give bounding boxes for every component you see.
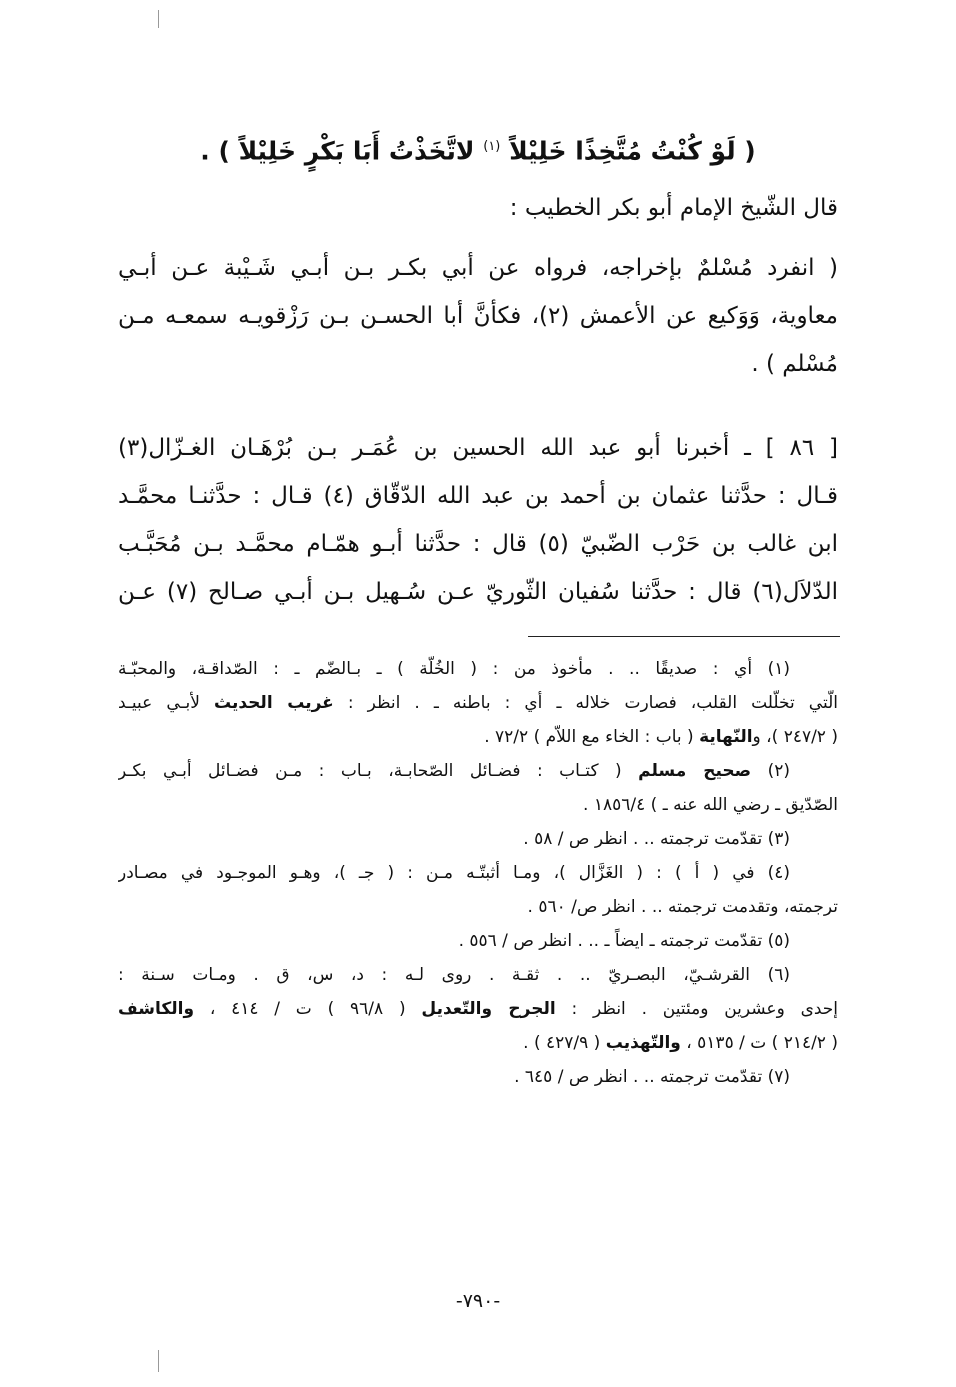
footnote-2-text: ( كتـاب : فضـائل الصّحابـة، بـاب : مـن فضـائل أبـي بكـر	[118, 761, 622, 781]
footnote-2-number: (٢)	[767, 761, 791, 781]
footnote-1-text: ( ٢٤٧/٢ )، و	[752, 727, 838, 747]
footnote-separator	[528, 636, 840, 637]
footnote-1-text: ( باب : الخاء مع اللاّم ) ٧٢/٢ .	[484, 727, 694, 747]
scan-mark-bottom	[158, 1350, 159, 1372]
footnote-7: (٧) تقدّمت ترجمته .. . انظر ص / ٦٤٥ .	[514, 1067, 790, 1087]
hadith-quote	[118, 122, 838, 176]
footnote-6-text: ( ٢١٤/٢ ) ت / ٥١٣٥ ،	[686, 1033, 838, 1053]
text-line: مُسْلم ) .	[751, 351, 838, 377]
text-line: معاوية، وَوَكيع عن الأعمش (٢)، فكأنَّ أبا الحسـن بـن رَزْقويـه سمعـه مـن	[118, 303, 838, 329]
footnote-6-line: (٦) القرشـيّ، البصـريّ .. . ثقـة . روى لـه : د، س، ق . ومـات سـنة :	[118, 965, 790, 985]
footnote-4-line: (٤) في ( أ ) : ( الغَزَّال )، ومـا أثبتّـه مـن : ( جـ )، وهـو الموجـود في مصـادر	[118, 863, 790, 883]
footnote-1-line: (١) أي : صديقًا .. . مأخوذ من : ( الخُلّة ) ـ بـالضّم ـ : الصّداقـة، والمحبّـة	[118, 659, 790, 679]
footnote-4-line: ترجمته، وتقدمت ترجمته .. . انظر ص/ ٥٦٠ .	[527, 897, 838, 917]
hadith-quote-start: ( لَوْ كُنْتُ مُتَّخِذًا خَلِيْلاً	[509, 136, 756, 166]
text-line: قال الشّيخ الإمام أبو بكر الخطيب :	[509, 195, 838, 221]
footnote-6-line	[118, 992, 838, 1026]
footnote-6-source-kashif: والكاشف	[118, 999, 195, 1019]
footnote-1-source-gharib: غريب الحديث	[213, 693, 334, 713]
scan-mark-top	[158, 10, 159, 28]
paragraph-khatib-intro	[118, 184, 838, 232]
page-number: -٧٩٠-	[455, 1290, 501, 1312]
footnote-6-line	[118, 1026, 838, 1060]
hadith-quote-end: لاتَّخَذْتُ أَبَا بَكْرٍ خَلِيْلاً ) .	[200, 136, 475, 166]
text-line: الدّلاَل(٦) قال : حدَّثنا سُفيان الثّوريّ عـن سُـهيل بـن أبـي صـالح (٧) عـن	[118, 579, 838, 605]
footnote-1-line	[118, 686, 838, 720]
footnotes	[118, 652, 838, 1094]
paragraph-muslim-note	[118, 244, 838, 388]
footnote-2-line: الصّدّيق ـ رضي الله عنه ـ ) ١٨٥٦/٤ .	[583, 795, 838, 815]
footnote-1-text: الّتي تخلّلت القلب، فصارت خلاله ـ أي : باطنه ـ . انظر :	[347, 693, 838, 713]
footnote-6-source-jarh: الجرح والتّعديل	[421, 999, 556, 1019]
footnote-2-line	[118, 754, 838, 788]
text-line: ابن غالب بن حَرْب الضّبيّ (٥) قال : حدَّثنا أبـو همّـام محمَّـد بـن مُحَبَّـب	[118, 531, 838, 557]
text-line: ( انفرد مُسْلمٌ بإخراجه، فرواه عن أبي بكـر بـن أبـي شَـيْبة عـن أبـي	[118, 255, 838, 281]
footnote-6-text: ( ٩٦/٨ ) ت / ٤١٤ ،	[209, 999, 406, 1019]
footnote-6-text: ( ٤٢٧/٩ ) .	[523, 1033, 601, 1053]
paragraph-hadith-86	[118, 424, 838, 616]
footnote-2-source-sahih-muslim: صحيح مسلم	[638, 761, 752, 781]
footnote-3: (٣) تقدّمت ترجمته .. . انظر ص / ٥٨ .	[523, 829, 790, 849]
text-line: [ ٨٦ ] ـ أخبرنا أبو عبد الله الحسين بن عُمَـر بـن بُرْهَـان الغـزّال(٣)	[118, 435, 838, 461]
footnote-6-source-tahdhib: والتّهذيب	[605, 1033, 681, 1053]
footnote-1-source-nihaya: النّهاية	[699, 727, 753, 747]
footnote-6-text: إحدى وعشرين ومئتين . انظر :	[571, 999, 838, 1019]
footnote-1-author: لأبـي عبيـد	[118, 693, 200, 713]
text-line: قـال : حدَّثنا عثمان بن أحمد بن عبد الله الدّقّاق (٤) قـال : حدَّثنـا محمَّـد	[118, 483, 838, 509]
footnote-ref-1: (١)	[483, 139, 501, 154]
footnote-1-line	[118, 720, 838, 754]
footnote-5: (٥) تقدّمت ترجمته ـ ايضاً ـ .. . انظر ص / ٥٥٦ .	[458, 931, 790, 951]
